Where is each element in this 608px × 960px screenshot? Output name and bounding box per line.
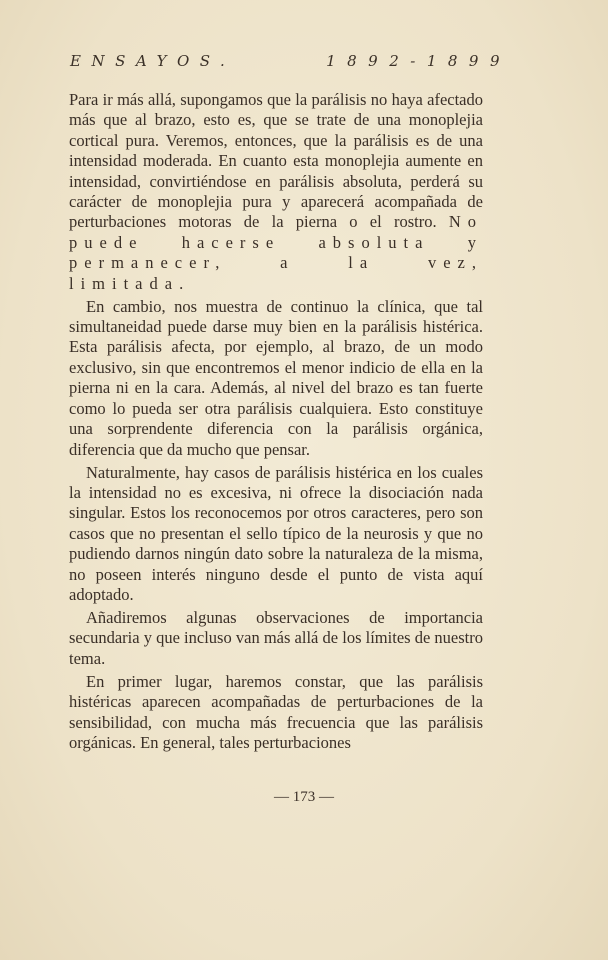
page-number: — 173 —	[274, 789, 334, 805]
paragraph-1-spaced-emphasis: No puede hacerse absoluta y permanecer, a la vez, limitada.	[69, 212, 483, 293]
paragraph-5: En primer lugar, haremos constar, que las parálisis histéricas aparecen acompañadas de perturbaciones de la sensibilidad, con mucha más frecuencia que las parálisis orgánicas. En general, tales perturbaciones	[69, 671, 483, 752]
paragraph-1	[69, 90, 483, 294]
running-head-title: ENSAYOS.	[70, 52, 236, 70]
running-head-years: 1892-1899	[326, 52, 511, 70]
paragraph-4: Añadiremos algunas observaciones de importancia secundaria y que incluso van más allá de los límites de nuestro tema.	[69, 607, 483, 668]
paragraph-3: Naturalmente, hay casos de parálisis histérica en los cuales la intensidad no es excesiva, ni ofrece la disociación nada singular. Estos los reconocemos por otros caracteres, pero son casos que no presentan el sello típico de la neurosis y que no pudiendo darnos ningún dato sobre la naturaleza de la misma, no poseen interés ninguno desde el punto de vista aquí adoptado.	[69, 462, 483, 604]
paragraph-1-text: Para ir más allá, supongamos que la parálisis no haya afectado más que al brazo, esto es, que se trate de una monoplejia cortical pura. Veremos, entonces, que la parálisis es de una intensidad moderada. En cuanto esta monoplejia aumente en intensidad, convirtiéndose en parálisis absoluta, perderá su carácter de monoplejia pura y aparecerá acompañada de perturbaciones motoras de la pierna o el rostro.	[69, 90, 483, 232]
body-text	[69, 90, 483, 756]
paragraph-2: En cambio, nos muestra de continuo la clínica, que tal simultaneidad puede darse muy bien en la parálisis histérica. Esta parálisis afecta, por ejemplo, al brazo, de un modo exclusivo, sin que encontremos el menor indicio de ella en la pierna ni en la cara. Además, al nivel del brazo es tan fuerte como lo pueda ser otra parálisis cualquiera. Esto constituye una sorprendente diferencia con la parálisis orgánica, diferencia que da mucho que pensar.	[69, 296, 483, 459]
